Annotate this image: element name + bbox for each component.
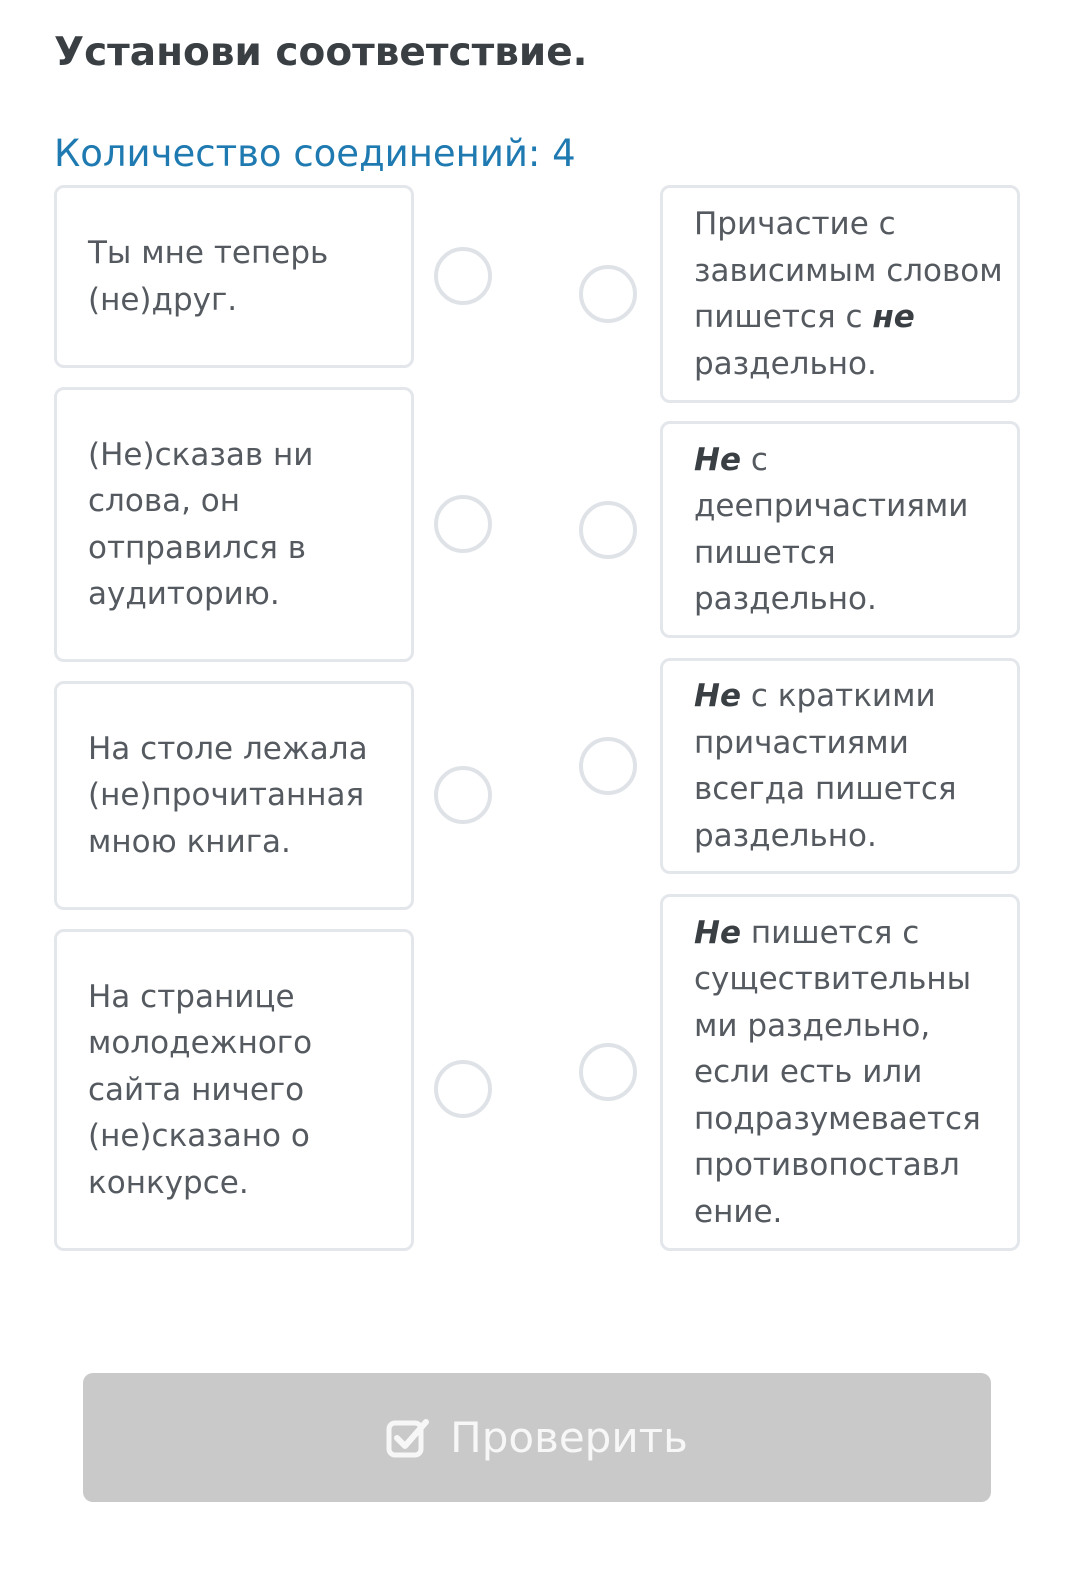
right-item-text-part: Причастие с зависимым словом пишется с: [694, 206, 1003, 335]
right-connector-dot[interactable]: [579, 501, 637, 559]
left-item-text: На странице молодежного сайта ничего (не)сказано о конкурсе.: [88, 978, 313, 1201]
right-item-text-part: с деепричастиями пишется раздельно.: [694, 441, 969, 617]
emphasis-particle: Не: [694, 441, 741, 478]
right-item-text-part: пишется с существительны ми раздельно, если есть или подразумевается противопоставл ение.: [694, 914, 981, 1230]
right-item-text: [694, 910, 1005, 1236]
emphasis-particle: Не: [694, 914, 741, 951]
check-button-label: Проверить: [450, 1413, 688, 1462]
right-item-text-part: раздельно.: [694, 345, 877, 382]
right-item-text-part: с краткими причастиями всегда пишется раздельно.: [694, 678, 957, 854]
left-connector-dot[interactable]: [434, 247, 492, 305]
task-title: Установи соответствие.: [54, 30, 588, 75]
right-item-card[interactable]: [660, 185, 1020, 403]
emphasis-particle: не: [872, 299, 915, 335]
right-connector-dot[interactable]: [579, 1043, 637, 1101]
left-connector-dot[interactable]: [434, 495, 492, 553]
right-item-card[interactable]: [660, 658, 1020, 874]
right-item-card[interactable]: [660, 421, 1020, 638]
checkbox-check-icon: [386, 1416, 430, 1460]
left-connector-dot[interactable]: [434, 1060, 492, 1118]
check-button[interactable]: [83, 1373, 991, 1502]
left-connector-dot[interactable]: [434, 766, 492, 824]
emphasis-particle: Не: [694, 678, 741, 714]
right-item-card[interactable]: [660, 894, 1020, 1251]
left-item-card[interactable]: [54, 185, 414, 368]
right-connector-dot[interactable]: [579, 737, 637, 795]
left-item-card[interactable]: [54, 929, 414, 1251]
right-item-text: [694, 673, 1005, 859]
right-item-text: [694, 437, 1005, 623]
left-item-text: Ты мне теперь (не)друг.: [88, 235, 329, 318]
left-item-text: На столе лежала (не)прочитанная мною книга.: [88, 730, 368, 860]
right-connector-dot[interactable]: [579, 265, 637, 323]
right-item-text: [694, 201, 1005, 387]
left-item-card[interactable]: [54, 387, 414, 662]
left-item-card[interactable]: [54, 681, 414, 910]
left-item-text: (Не)сказав ни слова, он отправился в аудиторию.: [88, 436, 314, 612]
connections-count: Количество соединений: 4: [54, 132, 576, 175]
